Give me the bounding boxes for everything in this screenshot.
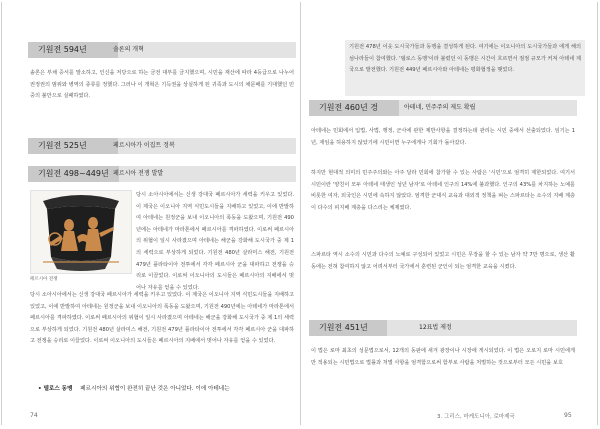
greek-vase-image — [30, 190, 132, 274]
section-year: 기원전 525년 — [28, 138, 118, 154]
section-title: 솔론의 개혁 — [113, 46, 144, 53]
section-title: 아테네, 민주주의 제도 확립 — [404, 104, 476, 111]
section-year: 기원전 498~449년 — [28, 166, 119, 182]
page-number: 74 — [30, 412, 38, 419]
paragraph-war-wrap: 당시 소아시아에서는 신생 강대국 페르시아가 세력을 키우고 있었다. 이 제국은 이오니아 지역 식민도시들을 지배하고 있었고, 이에 반발하여 아테네는 원정군을 보내 이오니아의 폭동을 도왔으며, 기원전 490년에는 아테네가 마라톤에서 페르시아를 격파하였다. 이로써 페르시아의 위협이 일시 사라졌으며 아테네는 해군을 강화해 도시국가 중 제 1의 세력으로 부상하게 되었다. 기원전 480년 살라미스 해전, 기원전 479년 플라타이아 전투에서 각각 페르시아 군을 대파하고 전쟁을 승리로 이끌었다. 이로써 이오니아의 도시들은 페르시아의 지배에서 벗어나 자유를 얻을 수 있었다. — [136, 192, 294, 291]
section-title: 페르시아가 이집트 정복 — [113, 142, 175, 149]
page-gutter — [300, 2, 301, 425]
paragraph-twelve-tables: 이 법은 로마 최초의 성문법으로서, 12개의 동판에 새겨 광장이나 시장에 게시되었다. 이 법은 오로지 로마 시민에게만 적용되는 시민법으로 법률과 처벌 사항을 엄격함으로써 함부로 사람을 처벌하는 것으로부터 모든 시민을 보호 — [311, 348, 575, 366]
section-header-525bc — [28, 138, 296, 154]
section-header-460bc — [309, 100, 577, 116]
paragraph-solon: 솔론은 부채 증서를 말소하고, 인신을 저당으로 하는 금전 대부를 금지했으며, 시민을 재산에 따라 4등급으로 나누어 권정권의 범위와 병역의 종류를 정했다. 그러나 이 개혁은 기득권을 상실하게 된 귀족과 도시의 채문배를 기대했던 민중의 불만으로 실패하였다. — [30, 70, 294, 100]
right-page-edge — [597, 2, 598, 425]
image-caption: 페르시아 전쟁 — [30, 277, 58, 282]
paragraph-war: 당시 소아시아에서는 신생 강대국 페르시아가 세력을 키우고 있었다. 이 제국은 이오니아 지역 식민도시들을 지배하고 있었고, 이에 반발하여 아테네는 원정군을 보내 이오니아의 폭동을 도왔으며, 기원전 490년에는 아테네가 마라톤에서 페르시아를 격파하였다. 이로써 페르시아의 위협이 일시 사라졌으며 아테네는 해군을 강화해 도시국가 중 제 1의 세력으로 부상하게 되었다. 기원전 480년 살라미스 해전, 기원전 479년 플라타이아 전투에서 각각 페르시아 군을 대파하고 전쟁을 승리로 이끌었다. 이로써 이오니아의 도시들은 페르시아의 지배에서 벗어나 자유를 얻을 수 있었다. — [30, 292, 294, 345]
paragraph-delos: 기원전 478년 이웃 도시국가들과 동맹을 결성하게 된다. 여기에는 이오니아의 도시국가들과 에게 해의 섬나라들이 참여했다. '델로스 동맹'이라 불렸던 이 동맹은 시간이 흐르면서 점점 규모가 커져 아테네 제국으로 발전했다. 기원전 449년 페르시아와 아테네는 평화협정을 맺었다. — [345, 40, 585, 96]
right-page — [309, 4, 581, 422]
section-title: 12표법 제정 — [419, 324, 452, 331]
section-header-594bc — [28, 42, 296, 58]
vase-illustration — [31, 191, 131, 273]
running-head: 3. 그리스, 마케도니아, 로마제국 — [437, 414, 515, 420]
bullet-label: • 델로스 동맹 — [38, 386, 73, 392]
paragraph-democracy-2: 하지만 현대적 의미의 민주주의와는 아주 달라 민회에 참가할 수 있는 사람은 '시민'으로 엄격히 제한되었다. 여기서 시민이란 '양친이 모두 아테네 태생인 성년 남자'로 아테네 인구의 14%에 불과했다. 인구의 43%를 차지하는 노예를 비롯한 여자, 외국인은 시민에 속하지 않았다. 엄격한 군대식 교육과 대외적 정책을 펴는 스파르타는 소수의 지배 계층이 다수의 피지배 계층을 다스리는 체제였다. — [311, 170, 575, 211]
section-header-451bc — [309, 320, 577, 336]
section-header-498bc — [28, 166, 296, 182]
section-year: 기원전 460년 경 — [309, 100, 399, 116]
paragraph-democracy-3: 스파르타 역시 소수의 시민과 다수의 노예로 구성되어 있었고 시민은 무장을 할 수 있는 남자 약 7만 명으로, 생산 활동에는 전혀 참여하지 않고 어려서부터 국가에서 훈련된 군인이 되는 엄격한 교육을 시켰다. — [311, 252, 575, 270]
section-year: 기원전 451년 — [309, 320, 387, 336]
section-year: 기원전 594년 — [28, 42, 118, 58]
page-number: 95 — [564, 412, 572, 419]
left-page — [28, 4, 296, 422]
bullet-text: 페르시아의 위협이 완전히 끝난 것은 아니었다. 이에 아테네는 — [80, 386, 230, 392]
left-page-edge — [1, 2, 2, 425]
paragraph-democracy-1: 아테네는 민회에서 입법, 사법, 행정, 군사에 관한 제반사항을 결정하는데 관리는 시민 중에서 선출되었다. 임기는 1년, 재임을 허용하지 않았기에 시민이면 누구에게나 기회가 돌아갔다. — [311, 128, 575, 146]
delos-bullet — [38, 384, 230, 392]
section-title: 페르시아 전쟁 발발 — [113, 170, 164, 177]
